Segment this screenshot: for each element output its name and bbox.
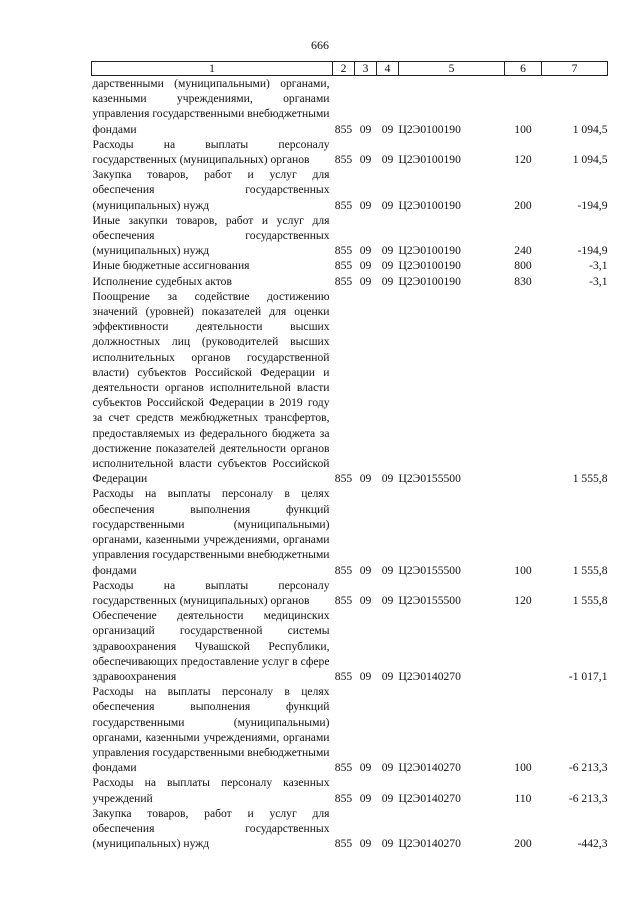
subsection-code-cell: 09 xyxy=(381,259,394,273)
target-article-cell: Ц2Э0155500 xyxy=(398,472,461,486)
row-name-cell: Расходы на выплаты персоналу в целях обеспечения выполнения функций государственными (муниципальными) органами, казенными учреждениями, органами управления государственными внебюджетными фондами xyxy=(92,685,330,775)
table-row xyxy=(92,578,608,608)
target-article-cell: Ц2Э0140270 xyxy=(398,837,461,851)
admin-code-cell: 855 xyxy=(334,791,353,805)
section-code-cell: 09 xyxy=(359,761,372,775)
section-code-cell: 09 xyxy=(359,122,372,136)
target-article-cell: Ц2Э0100190 xyxy=(398,244,461,258)
subsection-code-cell: 09 xyxy=(381,761,394,775)
column-header: 6 xyxy=(505,62,542,76)
admin-code-cell: 855 xyxy=(334,122,353,136)
admin-code-cell: 855 xyxy=(334,153,353,167)
column-header: 4 xyxy=(377,62,399,76)
target-article-cell: Ц2Э0100190 xyxy=(398,153,461,167)
subsection-code-cell: 09 xyxy=(381,669,394,683)
amount-cell: -194,9 xyxy=(577,244,608,258)
table-row xyxy=(92,137,608,167)
table-row xyxy=(92,76,608,137)
column-header: 7 xyxy=(542,62,608,76)
row-name-cell: Поощрение за содействие достижению значений (уровней) показателей для оценки эффективности деятельности высших должностных лиц (руководителей высших исполнительных органов государственной власти) субъектов Российской Федерации и деятельности органов исполнительной власти субъектов Российской Федерации в 2019 году за счет средств межбюджетных трансфертов, предоставляемых из федерального бюджета за достижение показателей деятельности органов исполнительной власти субъектов Российской Федерации xyxy=(92,289,330,486)
subsection-code-cell: 09 xyxy=(381,593,394,607)
budget-table xyxy=(91,61,608,851)
table-row xyxy=(92,775,608,805)
subsection-code-cell: 09 xyxy=(381,791,394,805)
subsection-code-cell: 09 xyxy=(381,274,394,288)
admin-code-cell: 855 xyxy=(334,761,353,775)
column-header: 5 xyxy=(399,62,505,76)
section-code-cell: 09 xyxy=(359,274,372,288)
target-article-cell: Ц2Э0140270 xyxy=(398,669,461,683)
subsection-code-cell: 09 xyxy=(381,153,394,167)
row-name-cell: Расходы на выплаты персоналу казенных учреждений xyxy=(92,776,330,805)
subsection-code-cell: 09 xyxy=(381,122,394,136)
subsection-code-cell: 09 xyxy=(381,837,394,851)
target-article-cell: Ц2Э0100190 xyxy=(398,274,461,288)
row-name-cell: дарственными (муниципальными) органами, казенными учреждениями, органами управления государственными внебюджетными фондами xyxy=(92,77,330,136)
row-name-cell: Закупка товаров, работ и услуг для обеспечения государственных (муниципальных) нужд xyxy=(92,168,330,212)
section-code-cell: 09 xyxy=(359,244,372,258)
expense-type-cell: 200 xyxy=(514,837,532,851)
expense-type-cell: 830 xyxy=(514,274,532,288)
table-row xyxy=(92,608,608,684)
amount-cell: -6 213,3 xyxy=(568,791,608,805)
expense-type-cell: 120 xyxy=(514,153,532,167)
page-number: 666 xyxy=(311,38,329,52)
subsection-code-cell: 09 xyxy=(381,198,394,212)
target-article-cell: Ц2Э0100190 xyxy=(398,122,461,136)
expense-type-cell xyxy=(505,289,542,487)
subsection-code-cell: 09 xyxy=(381,563,394,577)
admin-code-cell: 855 xyxy=(334,274,353,288)
admin-code-cell: 855 xyxy=(334,259,353,273)
amount-cell: -194,9 xyxy=(577,198,608,212)
expense-type-cell: 100 xyxy=(514,122,532,136)
target-article-cell: Ц2Э0140270 xyxy=(398,791,461,805)
amount-cell: 1 555,8 xyxy=(572,593,608,607)
row-name-cell: Исполнение судебных актов xyxy=(92,274,232,288)
admin-code-cell: 855 xyxy=(334,593,353,607)
column-header: 3 xyxy=(355,62,377,76)
amount-cell: 1 555,8 xyxy=(572,563,608,577)
row-name-cell: Расходы на выплаты персоналу в целях обеспечения выполнения функций государственными (муниципальными) органами, казенными учреждениями, органами управления государственными внебюджетными фондами xyxy=(92,487,330,577)
table-row xyxy=(92,806,608,852)
row-name-cell: Расходы на выплаты персоналу государственных (муниципальных) органов xyxy=(92,137,330,167)
admin-code-cell: 855 xyxy=(334,563,353,577)
table-row xyxy=(92,213,608,259)
expense-type-cell xyxy=(505,608,542,684)
table-row xyxy=(92,258,608,273)
expense-type-cell: 100 xyxy=(514,563,532,577)
target-article-cell: Ц2Э0100190 xyxy=(398,259,461,273)
amount-cell: 1 555,8 xyxy=(572,472,608,486)
amount-cell: 1 094,5 xyxy=(572,122,608,136)
column-header: 1 xyxy=(92,62,333,76)
expense-type-cell: 100 xyxy=(514,761,532,775)
expense-type-cell: 110 xyxy=(514,791,532,805)
section-code-cell: 09 xyxy=(359,472,372,486)
admin-code-cell: 855 xyxy=(334,244,353,258)
section-code-cell: 09 xyxy=(359,669,372,683)
amount-cell: -3,1 xyxy=(589,274,608,288)
expense-type-cell: 800 xyxy=(514,259,532,273)
table-row xyxy=(92,684,608,775)
admin-code-cell: 855 xyxy=(334,837,353,851)
subsection-code-cell: 09 xyxy=(381,244,394,258)
section-code-cell: 09 xyxy=(359,153,372,167)
row-name-cell: Иные закупки товаров, работ и услуг для обеспечения государственных (муниципальных) нужд xyxy=(92,213,330,258)
row-name-cell: Расходы на выплаты персоналу государственных (муниципальных) органов xyxy=(92,578,330,607)
expense-type-cell: 200 xyxy=(514,198,532,212)
section-code-cell: 09 xyxy=(359,593,372,607)
section-code-cell: 09 xyxy=(359,791,372,805)
target-article-cell: Ц2Э0155500 xyxy=(398,563,461,577)
column-header-row xyxy=(92,62,608,76)
target-article-cell: Ц2Э0155500 xyxy=(398,593,461,607)
column-header: 2 xyxy=(333,62,355,76)
admin-code-cell: 855 xyxy=(334,472,353,486)
amount-cell: -6 213,3 xyxy=(568,761,608,775)
table-row xyxy=(92,289,608,487)
subsection-code-cell: 09 xyxy=(381,472,394,486)
amount-cell: -442,3 xyxy=(577,837,608,851)
table-row xyxy=(92,274,608,289)
admin-code-cell: 855 xyxy=(334,669,353,683)
target-article-cell: Ц2Э0140270 xyxy=(398,761,461,775)
section-code-cell: 09 xyxy=(359,198,372,212)
table-row xyxy=(92,167,608,213)
section-code-cell: 09 xyxy=(359,563,372,577)
expense-type-cell: 240 xyxy=(514,244,532,258)
row-name-cell: Закупка товаров, работ и услуг для обеспечения государственных (муниципальных) нужд xyxy=(92,806,330,851)
row-name-cell: Иные бюджетные ассигнования xyxy=(92,259,250,273)
amount-cell: -1 017,1 xyxy=(568,669,608,683)
row-name-cell: Обеспечение деятельности медицинских организаций государственной системы здравоохранения Чувашской Республики, обеспечивающих предоставление услуг в сфере здравоохранения xyxy=(92,609,330,683)
admin-code-cell: 855 xyxy=(334,198,353,212)
target-article-cell: Ц2Э0100190 xyxy=(398,198,461,212)
expense-type-cell: 120 xyxy=(514,593,532,607)
section-code-cell: 09 xyxy=(359,837,372,851)
section-code-cell: 09 xyxy=(359,259,372,273)
amount-cell: 1 094,5 xyxy=(572,153,608,167)
table-row xyxy=(92,486,608,577)
amount-cell: -3,1 xyxy=(589,259,608,273)
